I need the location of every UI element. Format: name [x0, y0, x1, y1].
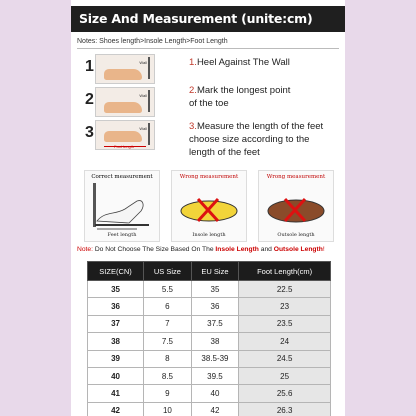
table-cell: 7 — [144, 315, 192, 332]
wall-icon — [148, 123, 150, 145]
step-2-illustration — [83, 87, 155, 115]
table-cell: 39.5 — [191, 367, 239, 384]
table-row — [88, 350, 331, 367]
table-cell: 38 — [191, 333, 239, 350]
table-cell: 35 — [191, 281, 239, 298]
size-table — [87, 261, 331, 416]
table-row — [88, 385, 331, 402]
table-cell: 36 — [88, 298, 144, 315]
table-row — [88, 333, 331, 350]
column-header: Foot Length(cm) — [239, 262, 331, 281]
table-cell: 24 — [239, 333, 331, 350]
table-cell: 9 — [144, 385, 192, 402]
page-title: Size And Measurement (unite:cm) — [71, 6, 345, 32]
foot-icon — [104, 69, 142, 80]
instruction-3: 3.Measure the length of the feet choose size according to the length of the feet — [189, 121, 324, 158]
image-caption: Feet length — [107, 232, 137, 238]
table-cell: 25.6 — [239, 385, 331, 402]
table-cell: 5.5 — [144, 281, 192, 298]
step-number: 2 — [85, 91, 94, 108]
table-header-row — [88, 262, 331, 281]
table-cell: 35 — [88, 281, 144, 298]
wrong-outsole-image — [258, 170, 334, 242]
table-cell: 41 — [88, 385, 144, 402]
foot-length-label: Foot length — [114, 144, 135, 149]
column-header: SIZE(CN) — [88, 262, 144, 281]
step-number: 1 — [85, 58, 94, 75]
table-cell: 42 — [191, 402, 239, 416]
foot-icon — [104, 131, 142, 142]
table-cell: 37.5 — [191, 315, 239, 332]
column-header: US Size — [144, 262, 192, 281]
step-number: 3 — [85, 124, 94, 141]
notes-text: Notes: Shoes length>Insole Length>Foot Length — [77, 38, 228, 45]
outsole-wrong-icon — [259, 171, 333, 241]
table-cell: 40 — [191, 385, 239, 402]
table-cell: 8 — [144, 350, 192, 367]
size-chart-card — [71, 0, 345, 416]
insole-wrong-icon — [172, 171, 246, 241]
table-cell: 40 — [88, 367, 144, 384]
wall-icon — [148, 57, 150, 79]
step-1-illustration — [83, 54, 155, 82]
table-cell: 23 — [239, 298, 331, 315]
column-header: EU Size — [191, 262, 239, 281]
table-cell: 25 — [239, 367, 331, 384]
table-cell: 22.5 — [239, 281, 331, 298]
correct-measurement-image — [84, 170, 160, 242]
table-row — [88, 367, 331, 384]
warning-note: Note: Do Not Choose The Size Based On The Insole Length and Outsole Length! — [77, 246, 325, 253]
table-row — [88, 281, 331, 298]
wall-icon — [148, 90, 150, 112]
wall-label: Wall — [139, 60, 147, 65]
table-row — [88, 315, 331, 332]
table-cell: 26.3 — [239, 402, 331, 416]
table-cell: 23.5 — [239, 315, 331, 332]
image-caption: Outsole length — [277, 232, 315, 238]
table-row — [88, 402, 331, 416]
image-caption: Insole length — [192, 232, 226, 238]
wrong-insole-image — [171, 170, 247, 242]
table-row — [88, 298, 331, 315]
table-cell: 38.5-39 — [191, 350, 239, 367]
table-cell: 6 — [144, 298, 192, 315]
table-cell: 36 — [191, 298, 239, 315]
foot-on-ruler-icon — [85, 171, 159, 241]
image-title: Correct measurement — [91, 174, 153, 180]
table-cell: 24.5 — [239, 350, 331, 367]
steps-illustration — [83, 54, 155, 153]
wall-label: Wall — [139, 93, 147, 98]
table-cell: 39 — [88, 350, 144, 367]
wall-label: Wall — [139, 126, 147, 131]
table-cell: 8.5 — [144, 367, 192, 384]
table-cell: 37 — [88, 315, 144, 332]
foot-icon — [104, 102, 142, 113]
instruction-1: 1.Heel Against The Wall — [189, 57, 290, 68]
image-title: Wrong measurement — [266, 174, 326, 180]
table-cell: 42 — [88, 402, 144, 416]
table-cell: 10 — [144, 402, 192, 416]
table-cell: 7.5 — [144, 333, 192, 350]
image-title: Wrong measurement — [179, 174, 239, 180]
table-cell: 38 — [88, 333, 144, 350]
step-3-illustration — [83, 120, 155, 148]
divider — [77, 48, 339, 49]
instruction-2: 2.Mark the longest point of the toe — [189, 85, 291, 109]
